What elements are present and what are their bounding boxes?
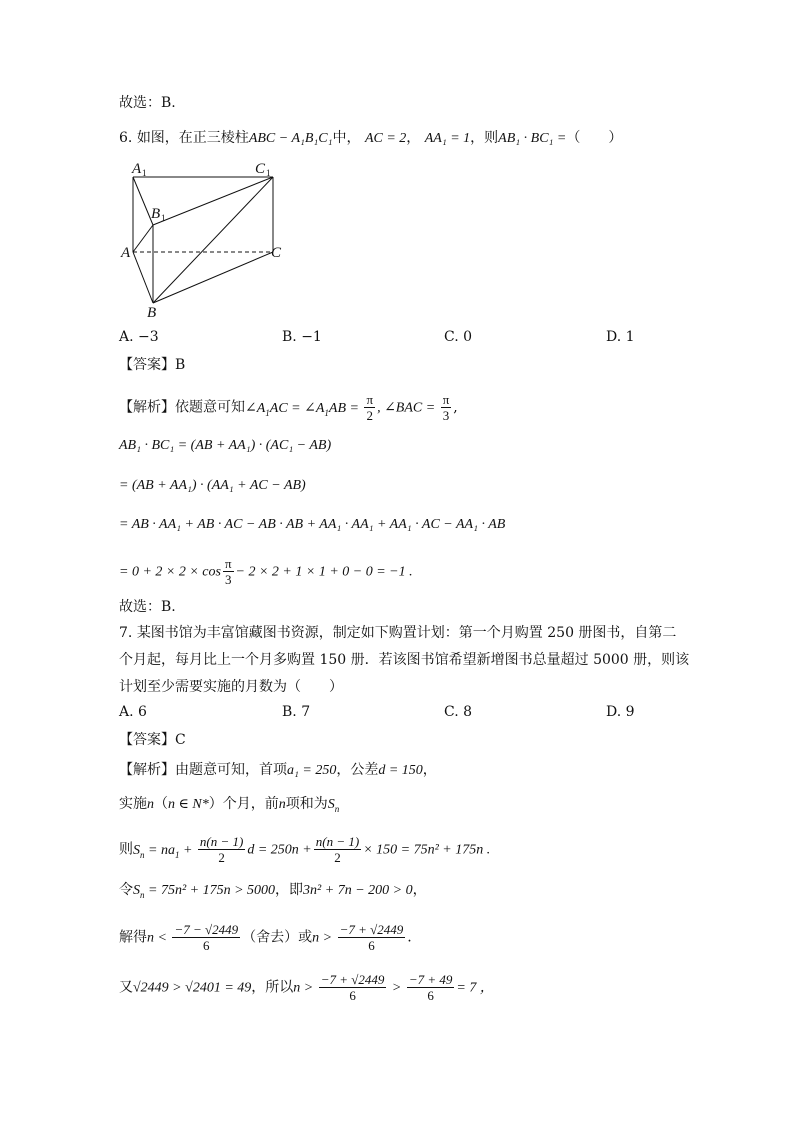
q6-option-b[interactable]: B. −1 xyxy=(282,329,322,345)
frac-pi-2: $\frac{\pi}{2}$ xyxy=(366,392,374,423)
label-a: A xyxy=(121,245,131,261)
q7-option-d[interactable]: D. 9 xyxy=(606,704,635,720)
q7-analysis-line-5: 解得n < $\frac{-7 - √2449}{6}$ （舍去）或n > $\frac{-7 + √2449}{6}$ . xyxy=(119,922,412,953)
q7-analysis-line-3: 则$S_n = na_1$ + $\frac{n(n - 1)}{2}$ d = 250n + $\frac{n(n - 1)}{2}$ × 150 = 75n² + 175n . xyxy=(119,834,491,865)
q6-stem xyxy=(119,128,622,149)
q6-option-d[interactable]: D. 1 xyxy=(606,329,635,345)
q6-cond-aa1: AA₁ = 1 xyxy=(424,131,471,146)
q7-answer: 【答案】C xyxy=(119,732,186,748)
q7-number: 7. xyxy=(119,625,133,641)
q6-blank: （ ） xyxy=(566,130,623,146)
label-c: C xyxy=(271,245,282,261)
q7-option-c[interactable]: C. 8 xyxy=(444,704,473,720)
q6-text-a: 如图，在正三棱柱 xyxy=(136,130,249,146)
label-b1-sub: 1 xyxy=(161,213,166,223)
q6-prism-name: ABC − A₁B₁C₁ xyxy=(248,131,333,146)
frac-pi-3: $\frac{\pi}{3}$ xyxy=(442,392,450,423)
edge-b-c1 xyxy=(153,177,273,303)
edge-a1-b1 xyxy=(133,177,153,225)
previous-conclusion: 故选：B. xyxy=(119,95,176,111)
label-a1-sub: 1 xyxy=(142,168,147,178)
q7-stem-line-1: 7. 某图书馆为丰富馆藏图书资源，制定如下购置计划：第一个月购置 250 册图书，自第二 xyxy=(119,625,677,641)
edge-a-b xyxy=(133,252,153,303)
q7-analysis-line-6: 又√2449 > √2401 = 49，所以n > $\frac{-7 + √2449}{6}$ > $\frac{-7 + 49}{6}$ = 7 ， xyxy=(119,972,494,1003)
edge-b1-a xyxy=(133,225,153,252)
q7-analysis-line-1: 【解析】由题意可知，首项a₁ = 250，公差d = 150， xyxy=(119,762,437,778)
q6-step-1: AB₁ · BC₁ = (AB + AA₁) · (AC₁ − AB) xyxy=(119,438,332,453)
label-b: B xyxy=(147,305,157,320)
q6-step-4-a: = 0 + 2 × 2 × cos xyxy=(119,564,221,580)
q7-stem-line-2: 个月起，每月比上一个月多购置 150 册．若该图书馆希望新增图书总量超过 5000 册，则该 xyxy=(119,652,690,668)
q6-option-c[interactable]: C. 0 xyxy=(444,329,473,345)
q6-step-2: = (AB + AA₁) · (AA₁ + AC − AB) xyxy=(119,478,306,493)
q6-step-3: = AB · AA₁ + AB · AC − AB · AB + AA₁ · AA₁ + AA₁ · AC − AA₁ · AB xyxy=(119,517,506,532)
label-c1-sub: 1 xyxy=(266,168,271,178)
q6-analysis-label: 【解析】 xyxy=(119,399,175,416)
frac-pi-3-cos: $\frac{\pi}{3}$ xyxy=(224,556,232,587)
label-a1: A xyxy=(132,161,142,177)
q7-stem-line-3: 计划至少需要实施的月数为（ ） xyxy=(119,679,343,695)
q7-option-b[interactable]: B. 7 xyxy=(282,704,311,720)
q6-number: 6. xyxy=(119,130,133,146)
label-c1: C xyxy=(255,161,266,177)
q7-analysis-line-2: 实施n（n ∈ N*）个月，前n项和为$S_n$ xyxy=(119,796,340,814)
q7-option-a[interactable]: A. 6 xyxy=(119,704,147,720)
q6-analysis-intro-text: 依题意可知 xyxy=(175,399,245,416)
q6-text-c: ，则 xyxy=(470,130,499,146)
q6-text-b: 中， xyxy=(332,130,361,146)
q6-ask-expression: AB₁ · BC₁ = xyxy=(498,131,567,146)
q6-answer: 【答案】B xyxy=(119,357,186,373)
edge-b-c xyxy=(153,252,273,303)
q6-sep: ， xyxy=(406,130,421,146)
q6-cond-ac: AC = 2 xyxy=(364,131,407,146)
q6-analysis-intro: 【解析】依题意可知$\angle A_1AC$ = $\angle A_1AB$ = $\frac{\pi}{2}$ , ∠BAC = $\frac{\pi}{3}$ , xyxy=(119,392,458,423)
q6-conclusion: 故选：B. xyxy=(119,599,176,615)
label-b1: B xyxy=(151,206,161,222)
q6-step-4-b: − 2 × 2 + 1 × 1 + 0 − 0 = −1 . xyxy=(235,564,413,580)
edge-b1-c1 xyxy=(153,177,273,225)
q6-step-4 xyxy=(119,556,413,587)
prism-figure xyxy=(115,155,295,320)
q6-option-a[interactable]: A. −3 xyxy=(119,329,159,345)
q7-analysis-line-4: 令$S_n = 75n^2 + 175n > 5000$，即3n² + 7n − 200 > 0， xyxy=(119,882,427,900)
